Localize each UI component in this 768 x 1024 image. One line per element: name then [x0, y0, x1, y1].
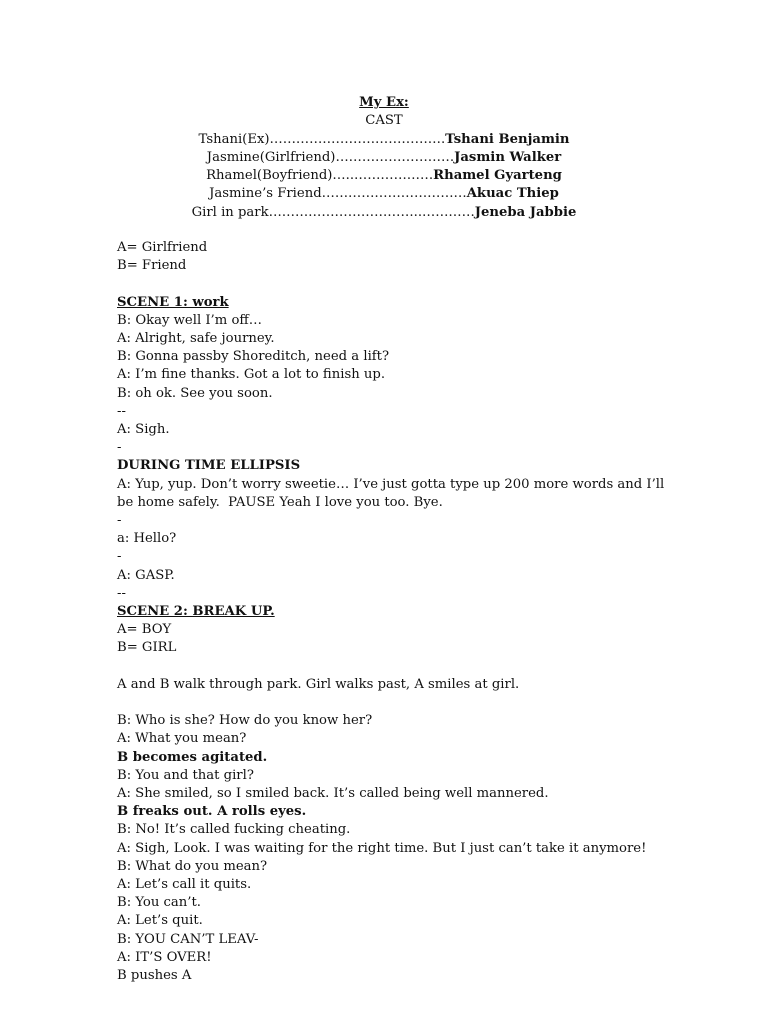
blank-line	[117, 275, 677, 293]
script-line: -	[117, 549, 122, 565]
script-line: A: IT’S OVER!	[117, 949, 212, 965]
script-line: a: Hello?	[117, 531, 177, 547]
script-line: A: Let’s call it quits.	[117, 877, 252, 893]
script-line: B: Okay well I’m off…	[117, 312, 262, 328]
script-line: -	[117, 440, 122, 456]
script-line: A: What you mean?	[117, 731, 247, 747]
cast-line	[0, 185, 768, 203]
script-line: B: You and that girl?	[117, 767, 254, 783]
cast-line	[0, 167, 768, 185]
script-line: A: Sigh, Look. I was waiting for the right time. But I just can’t take it anymore!	[117, 840, 647, 856]
cast-list	[0, 131, 768, 222]
scene-heading: SCENE 1: work	[117, 294, 229, 310]
cast-role: Rhamel(Boyfriend)…..………………	[206, 168, 434, 184]
scene-heading: SCENE 2: BREAK UP.	[117, 604, 275, 620]
cast-actor: Tshani Benjamin	[445, 131, 570, 147]
script-line: --	[117, 585, 126, 601]
script-line: A and B walk through park. Girl walks past, A smiles at girl.	[117, 676, 520, 692]
script-line: A: Let’s quit.	[117, 913, 203, 929]
script-line: B pushes A	[117, 968, 192, 984]
script-line: B= Friend	[117, 258, 187, 274]
cast-role: Tshani(Ex)………………………………….	[198, 131, 446, 147]
script-line: A: Yup, yup. Don’t worry sweetie… I’ve just gotta type up 200 more words and I’ll be home safely. PAUSE Yeah I love you too. Bye.	[117, 476, 669, 510]
title-block	[0, 94, 768, 222]
cast-heading: CAST	[365, 113, 403, 129]
script-line: --	[117, 403, 126, 419]
stage-direction: B freaks out. A rolls eyes.	[117, 804, 307, 820]
script-line: B: Who is she? How do you know her?	[117, 713, 373, 729]
cast-role: Girl in park……………………………..…………	[191, 204, 475, 220]
stage-direction: DURING TIME ELLIPSIS	[117, 458, 301, 474]
cast-actor: Akuac Thiep	[466, 186, 559, 202]
cast-actor: Jasmin Walker	[454, 149, 562, 165]
cast-role: Jasmine(Girlfriend)………………………	[206, 149, 455, 165]
blank-line	[117, 658, 677, 676]
cast-actor: Rhamel Gyarteng	[433, 168, 562, 184]
script-line: A= BOY	[117, 622, 172, 638]
script-body	[117, 239, 677, 985]
script-line: A: I’m fine thanks. Got a lot to finish up.	[117, 367, 386, 383]
script-line: A: GASP.	[117, 567, 175, 583]
script-line: -	[117, 513, 122, 529]
cast-line	[0, 204, 768, 222]
cast-actor: Jeneba Jabbie	[474, 204, 577, 220]
document-title: My Ex:	[359, 95, 409, 110]
cast-line	[0, 131, 768, 149]
script-line: A: Sigh.	[117, 422, 170, 438]
cast-line	[0, 149, 768, 167]
script-line: B: Gonna passby Shoreditch, need a lift?	[117, 349, 390, 365]
cast-role: Jasmine’s Friend……………………………	[209, 186, 467, 202]
stage-direction: B becomes agitated.	[117, 749, 268, 765]
script-line: B: YOU CAN’T LEAV-	[117, 931, 259, 947]
blank-line	[117, 694, 677, 712]
script-line: B: You can’t.	[117, 895, 201, 911]
script-line: A: She smiled, so I smiled back. It’s called being well mannered.	[117, 786, 549, 802]
script-line: B: oh ok. See you soon.	[117, 385, 273, 401]
script-line: B= GIRL	[117, 640, 177, 656]
script-line: A= Girlfriend	[117, 240, 208, 255]
script-line: B: What do you mean?	[117, 858, 268, 874]
script-line: B: No! It’s called fucking cheating.	[117, 822, 351, 838]
script-line: A: Alright, safe journey.	[117, 331, 275, 346]
